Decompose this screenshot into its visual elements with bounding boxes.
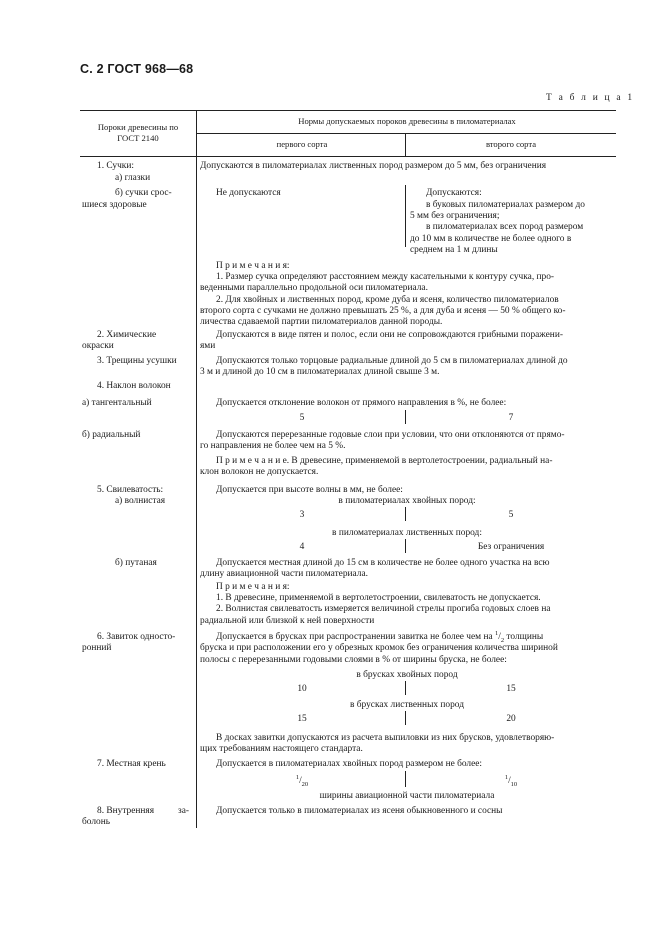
whorl-conifer-second: 15 bbox=[506, 684, 516, 694]
row-cracks-norm: Допускаются только торцовые радиальные длиной до 5 см в пиломатериалах длиной до bbox=[216, 356, 568, 366]
curl-note-2b: радиальной или близкой к ней поверхности bbox=[200, 616, 375, 626]
curl-deciduous-caption: в пиломатериалах лиственных пород: bbox=[332, 528, 482, 538]
row-chemical-label: 2. Химические bbox=[97, 330, 157, 340]
row-knots-b-second-4: в пиломатериалах всех пород размером bbox=[426, 222, 584, 232]
slope-b-note2: клон волокон не допускается. bbox=[200, 467, 319, 477]
row-whorl-norm3: полосы с перерезанными годовыми слоями в % от ширины бруска, не более: bbox=[200, 655, 507, 665]
row-knots-b-first: Не допускаются bbox=[216, 188, 281, 198]
curl-deciduous-first: 4 bbox=[299, 542, 305, 552]
row-whorl-label2: ронний bbox=[82, 643, 112, 653]
header-second-grade: второго сорта bbox=[485, 139, 537, 149]
row-slope-label: 4. Наклон волокон bbox=[97, 381, 171, 391]
row-cracks-norm2: 3 м и длиной до 10 см в пиломатериалах длиной свыше 3 м. bbox=[200, 367, 440, 377]
whorl-frac-den: 2 bbox=[500, 636, 505, 644]
row-slope-a: а) тангентальный bbox=[82, 398, 152, 408]
whorl-norm-text-b: толщины bbox=[506, 632, 544, 642]
row-knots-b-second-2: в буковых пиломатериалах размером до bbox=[426, 200, 585, 210]
row-curl-b-norm: Допускается местная длиной до 15 см в количестве не более одного участка на всю bbox=[216, 558, 550, 568]
whorl-boards-note: В досках завитки допускаются из расчета выпиловки из них брусков, удовлетворяю- bbox=[216, 733, 555, 743]
curl-note-2: 2. Волнистая свилеватость измеряется величиной стрелы прогиба годовых слоев на bbox=[216, 604, 551, 614]
slope-a-second: 7 bbox=[508, 413, 514, 423]
subcolumn-divider bbox=[405, 133, 406, 156]
row-curl-b: б) путаная bbox=[115, 558, 157, 568]
page-header: С. 2 ГОСТ 968—68 bbox=[80, 62, 194, 76]
row-curl-a: а) волнистая bbox=[115, 496, 166, 506]
knots-b-divider bbox=[405, 185, 406, 247]
curl-notes-title: П р и м е ч а н и я: bbox=[216, 582, 290, 592]
table-top-rule bbox=[80, 110, 616, 111]
whorl-conifer-divider bbox=[405, 681, 406, 695]
table-number: Т а б л и ц а 1 bbox=[546, 93, 635, 103]
header-norms: Нормы допускаемых пороков древесины в пиломатериалах bbox=[298, 116, 516, 126]
row-chemical-norm: Допускаются в виде пятен и полос, если они не сопровождаются грибными поражени- bbox=[216, 330, 563, 340]
row-compression-label: 7. Местная крень bbox=[97, 759, 166, 769]
row-whorl-label: 6. Завиток односто- bbox=[97, 632, 176, 642]
knots-note-2b: второго сорта с сучками не должно превышать 25 %, а для дуба и ясеня — 50 % общего ко- bbox=[200, 306, 566, 316]
header-defects: Пороки древесины по ГОСТ 2140 bbox=[97, 122, 179, 143]
knots-note-1: 1. Размер сучка определяют расстоянием между касательными к контуру сучка, про- bbox=[216, 272, 555, 282]
slope-a-divider bbox=[405, 410, 406, 424]
knots-note-2c: личества сдаваемой партии пиломатериалов данной породы. bbox=[200, 317, 443, 327]
whorl-deciduous-divider bbox=[405, 711, 406, 725]
curl-deciduous-second: Без ограничения bbox=[477, 542, 545, 552]
row-cracks-label: 3. Трещины усушки bbox=[97, 356, 177, 366]
row-whorl-norm: Допускается в брусках при распространении завитка не более чем на $^1/_2$ толщины bbox=[216, 629, 544, 644]
row-compression-norm: Допускается в пиломатериалах хвойных пород размером не более: bbox=[216, 759, 483, 769]
whorl-norm-text-a: Допускается в брусках при распространении завитка не более чем на bbox=[216, 632, 493, 642]
row-sapwood-label2: болонь bbox=[82, 817, 110, 827]
row-sapwood-norm: Допускается только в пиломатериалах из ясеня обыкновенного и сосны bbox=[216, 806, 503, 816]
subheader-rule bbox=[197, 133, 616, 134]
curl-deciduous-divider bbox=[405, 539, 406, 553]
knots-notes-title: П р и м е ч а н и я: bbox=[216, 261, 290, 271]
whorl-deciduous-first: 15 bbox=[297, 714, 307, 724]
compression-divider bbox=[405, 771, 406, 787]
column-divider bbox=[196, 110, 197, 828]
row-knots-b-second-6: среднем на 1 м длины bbox=[410, 245, 498, 255]
header-first-grade: первого сорта bbox=[276, 139, 328, 149]
row-sapwood-label-b: за- bbox=[178, 806, 189, 816]
compression-subcaption: ширины авиационной части пиломатериала bbox=[319, 791, 495, 801]
row-chemical-norm2: ями bbox=[200, 341, 216, 351]
row-knots-norm: Допускаются в пиломатериалах лиственных пород размером до 5 мм, без ограничения bbox=[200, 161, 547, 171]
compression-second-den: 10 bbox=[510, 780, 518, 788]
compression-second-num: 1 bbox=[504, 773, 509, 781]
whorl-frac-num: 1 bbox=[494, 629, 499, 637]
whorl-deciduous-second: 20 bbox=[506, 714, 516, 724]
slope-b-note: П р и м е ч а н и е. В древесине, применяемой в вертолетостроении, радиальный на- bbox=[216, 456, 553, 466]
row-knots-b-second-5: до 10 мм в количестве не более одного в bbox=[410, 234, 572, 244]
whorl-conifer-first: 10 bbox=[297, 684, 307, 694]
row-knots-b-second-1: Допускаются: bbox=[426, 188, 482, 198]
curl-note-1: 1. В древесине, применяемой в вертолетостроении, свилеватость не допускается. bbox=[216, 593, 541, 603]
row-chemical-label2: окраски bbox=[82, 341, 114, 351]
curl-conifer-second: 5 bbox=[508, 510, 514, 520]
slope-a-first: 5 bbox=[299, 413, 305, 423]
whorl-conifer-caption: в брусках хвойных пород bbox=[356, 670, 458, 680]
row-slope-b: б) радиальный bbox=[82, 430, 141, 440]
whorl-deciduous-caption: в брусках лиственных пород bbox=[350, 700, 464, 710]
curl-conifer-first: 3 bbox=[299, 510, 305, 520]
row-slope-a-norm: Допускается отклонение волокон от прямого направления в %, не более: bbox=[216, 398, 507, 408]
curl-conifer-divider bbox=[405, 507, 406, 521]
curl-conifer-caption: в пиломатериалах хвойных пород: bbox=[338, 496, 476, 506]
row-knots-label: 1. Сучки: bbox=[97, 161, 134, 171]
compression-first-den: 20 bbox=[301, 780, 309, 788]
row-knots-b: б) сучки срос- bbox=[115, 188, 172, 198]
row-knots-b-second-3: 5 мм без ограничения; bbox=[410, 211, 500, 221]
row-whorl-norm2: бруска и при расположении его у обрезных кромок без ограничения количества шириной bbox=[200, 643, 558, 653]
whorl-boards-note2: щих требованиям настоящего стандарта. bbox=[200, 744, 363, 754]
row-curl-norm: Допускается при высоте волны в мм, не более: bbox=[216, 485, 403, 495]
row-slope-b-norm: Допускаются перерезанные годовые слои при условии, что они отклоняются от прямо- bbox=[216, 430, 565, 440]
row-sapwood-label: 8. Внутренняя bbox=[97, 806, 155, 816]
compression-first-num: 1 bbox=[295, 773, 300, 781]
header-bottom-rule bbox=[80, 156, 616, 157]
knots-note-1b: веденными параллельно продольной оси пиломатериала. bbox=[200, 283, 428, 293]
row-knots-a: а) глазки bbox=[115, 173, 151, 183]
compression-first: $^1/_{20}$ bbox=[295, 773, 309, 788]
row-curl-label: 5. Свилеватость: bbox=[97, 485, 164, 495]
row-knots-b2: шиеся здоровые bbox=[82, 200, 147, 210]
row-slope-b-norm2: го направления не более чем на 5 %. bbox=[200, 441, 346, 451]
compression-second: $^1/_{10}$ bbox=[504, 773, 518, 788]
knots-note-2: 2. Для хвойных и лиственных пород, кроме дуба и ясеня, количество пиломатериалов bbox=[216, 295, 559, 305]
row-curl-b-norm2: длину авиационной части пиломатериала. bbox=[200, 569, 368, 579]
